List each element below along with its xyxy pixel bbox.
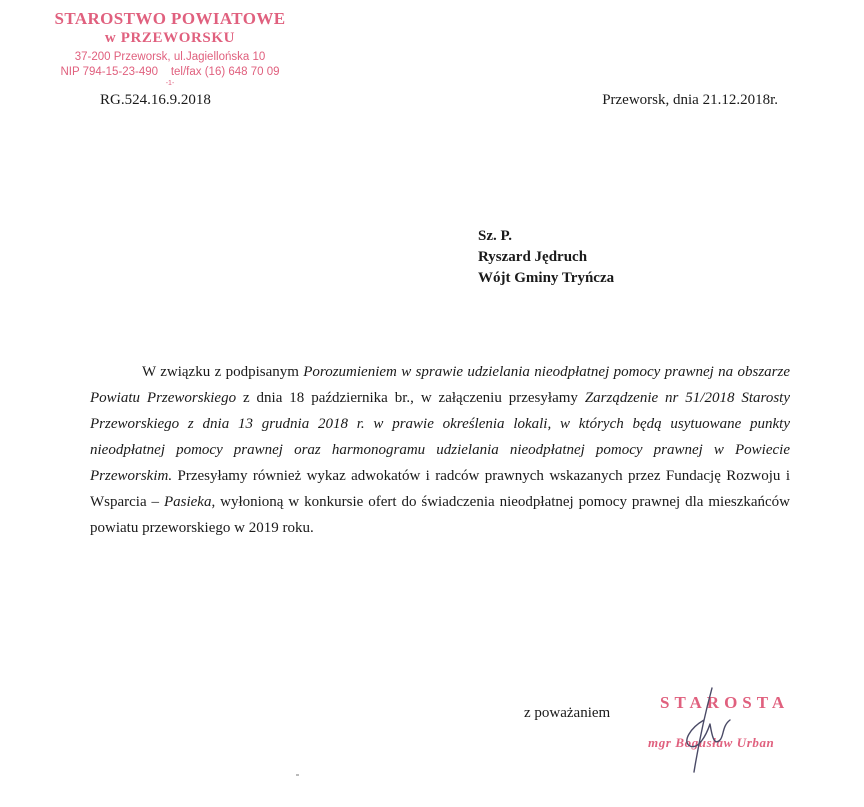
reference-number: RG.524.16.9.2018 <box>100 92 211 108</box>
body-part: W związku z podpisanym <box>142 364 304 380</box>
letter-body <box>90 359 790 541</box>
scan-artifact <box>296 774 299 776</box>
signature-stamp-name: mgr Bogusław Urban <box>648 735 775 750</box>
body-foundation-name: Pasieka <box>163 494 212 510</box>
body-regulation-title: Zarządzenie nr 51/2018 Starosty Przeworskiego z dnia 13 grudnia 2018 r. w prawie określenia lokali, w których będą usytuowane punkty nieodpłatnej pomocy prawnej oraz harmonogramu udzielania nieodpłatnej pomocy prawnej w Powiecie Przeworskim. <box>90 390 790 484</box>
stamp-city: w PRZEWORSKU <box>104 30 236 46</box>
stamp-address: 37-200 Przeworsk, ul.Jagiellońska 10 <box>74 51 266 63</box>
body-part: Przesyłamy również wykaz adwokatów i radców prawnych wskazanych przez Fundację Rozwoju i Wsparcia – <box>90 468 790 510</box>
letterhead-stamp <box>40 8 300 87</box>
signature-stamp-title: STAROSTA <box>660 693 790 712</box>
addressee-salutation: Sz. P. <box>478 228 513 244</box>
body-agreement-title: Porozumieniem w sprawie udzielania nieodpłatnej pomocy prawnej na obszarze Powiatu Przeworskiego <box>90 364 790 406</box>
addressee-name: Ryszard Jędruch <box>478 249 588 265</box>
body-part: z dnia 18 października br., w załączeniu przesyłamy <box>236 390 585 406</box>
addressee-block <box>478 226 614 289</box>
handwritten-signature <box>660 680 750 780</box>
letter-date: Przeworsk, dnia 21.12.2018r. <box>602 92 778 108</box>
body-part: , wyłonioną w konkursie ofert do świadczenia nieodpłatnej pomocy prawnej dla mieszkańców powiatu przeworskiego w 2019 roku. <box>90 494 790 536</box>
closing-phrase: z poważaniem <box>524 705 611 721</box>
stamp-office-name: STAROSTWO POWIATOWE <box>54 9 286 28</box>
addressee-title: Wójt Gminy Tryńcza <box>478 270 615 286</box>
stamp-marker: -1- <box>165 80 175 87</box>
stamp-contact: NIP 794-15-23-490 tel/fax (16) 648 70 09 <box>60 66 280 78</box>
